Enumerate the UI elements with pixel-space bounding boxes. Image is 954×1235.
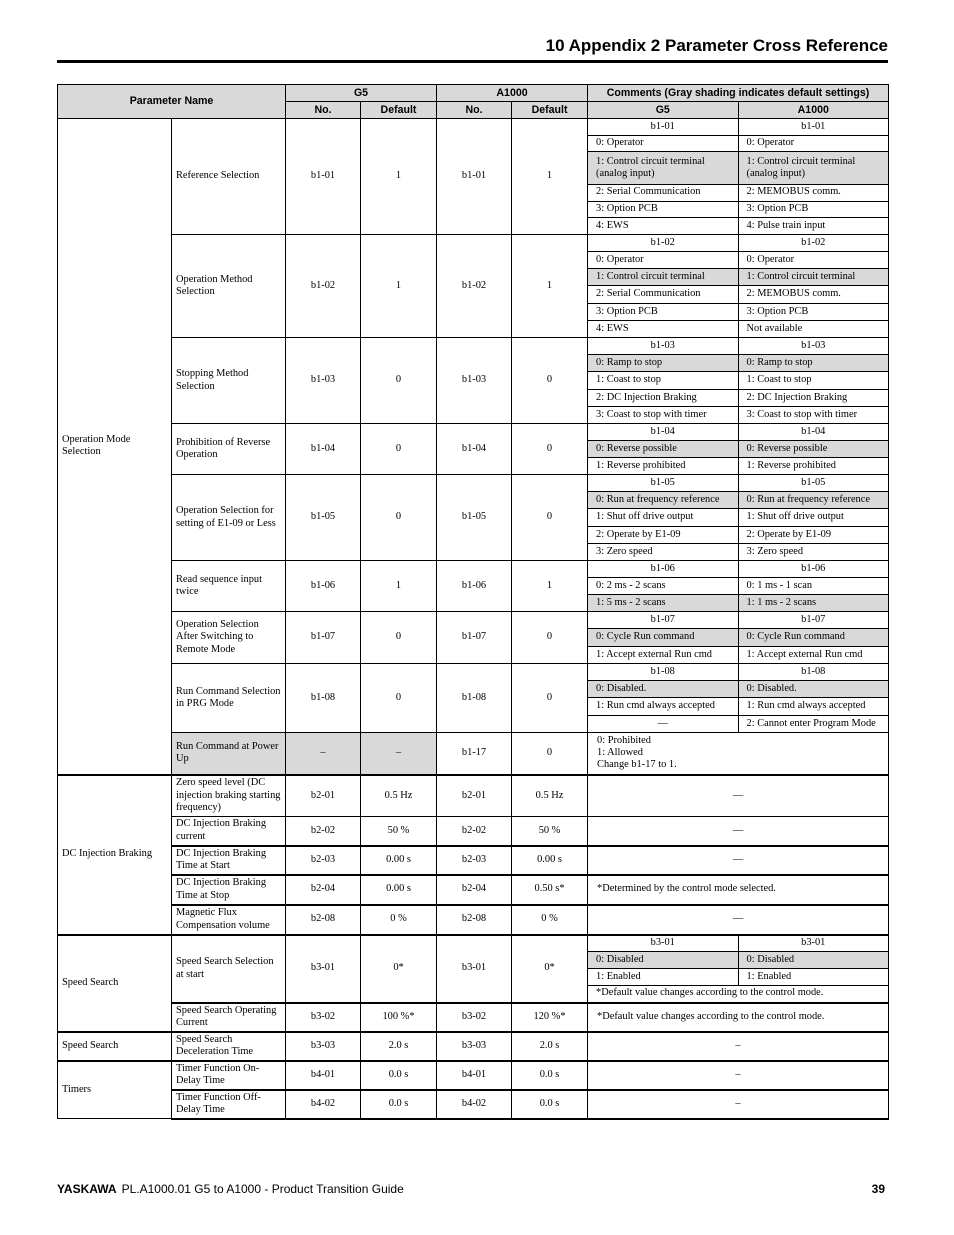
- option-row: [588, 646, 888, 663]
- g5-no: b1-05: [286, 475, 361, 561]
- options-subtable: [588, 338, 888, 423]
- comment-cell: *Default value changes according to the control mode.: [588, 1003, 889, 1032]
- param-name: Timer Function On-Delay Time: [172, 1061, 286, 1090]
- g5-option: 0: Reverse possible: [588, 440, 738, 457]
- a1000-param-ref: b1-06: [738, 561, 888, 577]
- param-name: DC Injection Braking Time at Start: [172, 846, 286, 875]
- options-ref-row: [588, 424, 888, 440]
- g5-default: 0.00 s: [361, 846, 437, 875]
- table-row: [58, 846, 889, 875]
- g5-option: 1: Reverse prohibited: [588, 458, 738, 474]
- a1000-no: b1-02: [437, 235, 512, 338]
- a1000-default: 0: [512, 338, 588, 424]
- g5-param-ref: b1-04: [588, 424, 738, 440]
- footer-brand: YASKAWA: [57, 1182, 117, 1196]
- options-cell: [588, 235, 889, 338]
- a1000-no: b2-03: [437, 846, 512, 875]
- option-note-row: [588, 985, 888, 1001]
- g5-default: –: [361, 733, 437, 775]
- a1000-param-ref: b1-04: [738, 424, 888, 440]
- g5-option: 4: EWS: [588, 218, 738, 234]
- param-name: Operation Selection for setting of E1-09 or Less: [172, 475, 286, 561]
- comment-cell: –: [588, 1032, 889, 1061]
- a1000-no: b1-01: [437, 119, 512, 235]
- option-row: [588, 406, 888, 423]
- option-row: [588, 543, 888, 560]
- a1000-no: b1-07: [437, 612, 512, 664]
- option-row: [588, 440, 888, 457]
- g5-no: b2-08: [286, 905, 361, 935]
- g5-no: b1-06: [286, 561, 361, 612]
- options-cell: [588, 561, 889, 612]
- param-name: Magnetic Flux Compensation volume: [172, 905, 286, 935]
- header-comments-a1000: A1000: [738, 102, 888, 118]
- a1000-no: b1-17: [437, 733, 512, 775]
- a1000-option: 1: Run cmd always accepted: [738, 698, 888, 715]
- option-row: [588, 184, 888, 201]
- g5-no: b2-02: [286, 817, 361, 846]
- g5-default: 0*: [361, 935, 437, 1003]
- options-subtable: [588, 561, 888, 611]
- a1000-no: b2-08: [437, 905, 512, 935]
- g5-default: 0.0 s: [361, 1061, 437, 1090]
- a1000-option: 0: Operator: [738, 135, 888, 152]
- table-row: [58, 561, 889, 612]
- g5-option: 1: Coast to stop: [588, 372, 738, 389]
- a1000-param-ref: b1-01: [738, 119, 888, 135]
- a1000-option: 4: Pulse train input: [738, 218, 888, 234]
- param-name: Zero speed level (DC injection braking starting frequency): [172, 775, 286, 817]
- options-subtable: [588, 119, 888, 234]
- comment-cell: –: [588, 1061, 889, 1090]
- option-row: [588, 526, 888, 543]
- table-row: [58, 817, 889, 846]
- g5-option: 2: Operate by E1-09: [588, 526, 738, 543]
- page-number: 39: [871, 1182, 885, 1196]
- param-name: Run Command Selection in PRG Mode: [172, 664, 286, 733]
- a1000-param-ref: b1-05: [738, 475, 888, 492]
- table-row: [58, 1032, 889, 1061]
- table-row: [58, 1090, 889, 1119]
- a1000-default: 0: [512, 475, 588, 561]
- a1000-no: b2-01: [437, 775, 512, 817]
- g5-option: 0: Disabled: [588, 952, 738, 969]
- g5-no: b3-03: [286, 1032, 361, 1061]
- options-cell: [588, 424, 889, 475]
- g5-option: 2: DC Injection Braking: [588, 389, 738, 406]
- g5-default: 0.5 Hz: [361, 775, 437, 817]
- option-row: [588, 577, 888, 594]
- option-row: [588, 152, 888, 184]
- header-g5-no: No.: [286, 102, 361, 119]
- a1000-default: 2.0 s: [512, 1032, 588, 1061]
- options-subtable: [588, 235, 888, 337]
- g5-option: 1: Control circuit terminal: [588, 269, 738, 286]
- g5-no: b2-04: [286, 875, 361, 905]
- footer-doc-title: PL.A1000.01 G5 to A1000 - Product Transition Guide: [121, 1182, 404, 1196]
- comment-cell: [588, 733, 889, 775]
- a1000-default: 0.0 s: [512, 1090, 588, 1119]
- g5-no: b1-02: [286, 235, 361, 338]
- g5-option: 1: Enabled: [588, 968, 738, 985]
- a1000-option: 0: 1 ms - 1 scan: [738, 577, 888, 594]
- g5-option: 3: Zero speed: [588, 543, 738, 560]
- g5-option: 0: Run at frequency reference: [588, 492, 738, 509]
- a1000-no: b1-08: [437, 664, 512, 733]
- footer: [57, 1182, 404, 1196]
- g5-default: 1: [361, 235, 437, 338]
- a1000-option: 0: Run at frequency reference: [738, 492, 888, 509]
- options-subtable: [588, 424, 888, 474]
- header-comments-g5: G5: [588, 102, 738, 118]
- table-row: [58, 775, 889, 817]
- g5-default: 100 %*: [361, 1003, 437, 1032]
- table-row: [58, 733, 889, 775]
- options-ref-row: [588, 119, 888, 135]
- table-row: [58, 119, 889, 235]
- a1000-default: 0.50 s*: [512, 875, 588, 905]
- g5-option: 0: 2 ms - 2 scans: [588, 577, 738, 594]
- a1000-param-ref: b1-02: [738, 235, 888, 252]
- a1000-option: 2: Cannot enter Program Mode: [738, 715, 888, 732]
- options-cell: [588, 475, 889, 561]
- option-row: [588, 492, 888, 509]
- g5-option: 4: EWS: [588, 320, 738, 337]
- a1000-default: 0: [512, 733, 588, 775]
- a1000-no: b1-06: [437, 561, 512, 612]
- g5-param-ref: b3-01: [588, 936, 738, 952]
- a1000-option: 0: Reverse possible: [738, 440, 888, 457]
- a1000-no: b3-02: [437, 1003, 512, 1032]
- options-cell: [588, 935, 889, 1003]
- options-subtable: [588, 612, 888, 663]
- g5-no: b4-01: [286, 1061, 361, 1090]
- g5-option: 2: Serial Communication: [588, 286, 738, 303]
- table-row: [58, 612, 889, 664]
- g5-option: 0: Operator: [588, 135, 738, 152]
- g5-option: 1: 5 ms - 2 scans: [588, 595, 738, 611]
- g5-no: –: [286, 733, 361, 775]
- g5-no: b1-08: [286, 664, 361, 733]
- options-cell: [588, 612, 889, 664]
- g5-default: 0 %: [361, 905, 437, 935]
- g5-default: 1: [361, 119, 437, 235]
- options-ref-row: [588, 475, 888, 492]
- g5-option: 0: Disabled.: [588, 681, 738, 698]
- param-name: Reference Selection: [172, 119, 286, 235]
- comment-cell: —: [588, 846, 889, 875]
- comment-line: 0: Prohibited: [597, 734, 651, 746]
- options-ref-row: [588, 936, 888, 952]
- g5-no: b4-02: [286, 1090, 361, 1119]
- param-name: Operation Method Selection: [172, 235, 286, 338]
- header-row-1: [58, 85, 889, 102]
- a1000-option: 1: Control circuit terminal: [738, 269, 888, 286]
- header-comments: Comments (Gray shading indicates default settings): [588, 85, 889, 102]
- a1000-option: 1: Reverse prohibited: [738, 458, 888, 474]
- g5-option: 0: Cycle Run command: [588, 629, 738, 646]
- a1000-no: b1-04: [437, 424, 512, 475]
- option-row: [588, 218, 888, 234]
- g5-option: 1: Run cmd always accepted: [588, 698, 738, 715]
- g5-no: b3-01: [286, 935, 361, 1003]
- a1000-no: b2-02: [437, 817, 512, 846]
- g5-no: b1-07: [286, 612, 361, 664]
- param-name: Speed Search Deceleration Time: [172, 1032, 286, 1061]
- g5-no: b1-03: [286, 338, 361, 424]
- a1000-option: 1: Shut off drive output: [738, 509, 888, 526]
- options-subtable: [588, 664, 888, 732]
- g5-default: 0: [361, 612, 437, 664]
- g5-param-ref: b1-05: [588, 475, 738, 492]
- param-name: DC Injection Braking Time at Stop: [172, 875, 286, 905]
- options-cell: [588, 664, 889, 733]
- options-ref-row: [588, 612, 888, 629]
- g5-default: 0: [361, 664, 437, 733]
- options-ref-row: [588, 338, 888, 355]
- g5-param-ref: b1-07: [588, 612, 738, 629]
- options-subtable: [588, 475, 888, 560]
- a1000-no: b4-01: [437, 1061, 512, 1090]
- g5-option: 1: Accept external Run cmd: [588, 646, 738, 663]
- g5-default: 0.00 s: [361, 875, 437, 905]
- a1000-default: 0: [512, 424, 588, 475]
- a1000-default: 1: [512, 235, 588, 338]
- a1000-option: 2: DC Injection Braking: [738, 389, 888, 406]
- option-note: *Default value changes according to the control mode.: [588, 985, 888, 1001]
- g5-option: 3: Coast to stop with timer: [588, 406, 738, 423]
- option-row: [588, 629, 888, 646]
- a1000-option: 2: MEMOBUS comm.: [738, 286, 888, 303]
- table-row: [58, 338, 889, 424]
- a1000-option: 3: Zero speed: [738, 543, 888, 560]
- g5-option: 1: Shut off drive output: [588, 509, 738, 526]
- g5-default: 0: [361, 475, 437, 561]
- header-g5: G5: [286, 85, 437, 102]
- g5-option: 3: Option PCB: [588, 303, 738, 320]
- a1000-default: 0 %: [512, 905, 588, 935]
- a1000-option: 3: Option PCB: [738, 303, 888, 320]
- g5-option: —: [588, 715, 738, 732]
- comment-cell: —: [588, 775, 889, 817]
- comment-line: Change b1-17 to 1.: [597, 759, 677, 771]
- parameter-cross-reference-table: [57, 84, 889, 1120]
- option-row: [588, 509, 888, 526]
- option-row: [588, 698, 888, 715]
- option-row: [588, 355, 888, 372]
- table-row: [58, 235, 889, 338]
- comment-cell: –: [588, 1090, 889, 1119]
- g5-param-ref: b1-01: [588, 119, 738, 135]
- table-row: [58, 1003, 889, 1032]
- group-label: Timers: [58, 1061, 172, 1119]
- option-row: [588, 269, 888, 286]
- a1000-option: 0: Disabled: [738, 952, 888, 969]
- option-row: [588, 458, 888, 474]
- a1000-option: 1: 1 ms - 2 scans: [738, 595, 888, 611]
- a1000-no: b1-03: [437, 338, 512, 424]
- options-ref-row: [588, 664, 888, 681]
- header-a1000: A1000: [437, 85, 588, 102]
- g5-option: 2: Serial Communication: [588, 184, 738, 201]
- g5-no: b2-01: [286, 775, 361, 817]
- a1000-default: 120 %*: [512, 1003, 588, 1032]
- g5-no: b1-01: [286, 119, 361, 235]
- group-label: Speed Search: [58, 935, 172, 1032]
- table-row: [58, 424, 889, 475]
- a1000-no: b1-05: [437, 475, 512, 561]
- param-name: DC Injection Braking current: [172, 817, 286, 846]
- g5-no: b2-03: [286, 846, 361, 875]
- option-row: [588, 968, 888, 985]
- a1000-option: 1: Accept external Run cmd: [738, 646, 888, 663]
- page-title: 10 Appendix 2 Parameter Cross Reference: [545, 36, 888, 55]
- option-row: [588, 715, 888, 732]
- header-parameter-name: Parameter Name: [58, 85, 286, 119]
- param-name: Run Command at Power Up: [172, 733, 286, 775]
- a1000-no: b2-04: [437, 875, 512, 905]
- options-ref-row: [588, 235, 888, 252]
- options-ref-row: [588, 561, 888, 577]
- a1000-param-ref: b1-03: [738, 338, 888, 355]
- option-row: [588, 252, 888, 269]
- table-row: [58, 905, 889, 935]
- g5-default: 50 %: [361, 817, 437, 846]
- header-a1000-no: No.: [437, 102, 512, 119]
- group-label: Speed Search: [58, 1032, 172, 1061]
- group-label: Operation Mode Selection: [58, 119, 172, 775]
- g5-option: 1: Control circuit terminal (analog input): [588, 152, 738, 184]
- option-row: [588, 372, 888, 389]
- a1000-default: 0: [512, 664, 588, 733]
- param-name: Speed Search Selection at start: [172, 935, 286, 1003]
- param-name: Prohibition of Reverse Operation: [172, 424, 286, 475]
- g5-param-ref: b1-02: [588, 235, 738, 252]
- a1000-option: 1: Coast to stop: [738, 372, 888, 389]
- title-rule: [57, 60, 888, 63]
- option-row: [588, 320, 888, 337]
- a1000-default: 0: [512, 612, 588, 664]
- g5-default: 0: [361, 424, 437, 475]
- a1000-param-ref: b3-01: [738, 936, 888, 952]
- a1000-option: 2: MEMOBUS comm.: [738, 184, 888, 201]
- param-name: Operation Selection After Switching to Remote Mode: [172, 612, 286, 664]
- param-name: Stopping Method Selection: [172, 338, 286, 424]
- a1000-default: 1: [512, 561, 588, 612]
- table-row: [58, 664, 889, 733]
- header-a1000-default: Default: [512, 102, 588, 119]
- a1000-option: 1: Enabled: [738, 968, 888, 985]
- option-row: [588, 595, 888, 611]
- a1000-option: 3: Option PCB: [738, 201, 888, 218]
- g5-default: 0: [361, 338, 437, 424]
- comment-cell: *Determined by the control mode selected.: [588, 875, 889, 905]
- option-row: [588, 681, 888, 698]
- a1000-no: b3-03: [437, 1032, 512, 1061]
- a1000-default: 0.00 s: [512, 846, 588, 875]
- g5-param-ref: b1-08: [588, 664, 738, 681]
- g5-default: 2.0 s: [361, 1032, 437, 1061]
- a1000-no: b3-01: [437, 935, 512, 1003]
- table-row: [58, 935, 889, 1003]
- a1000-option: 0: Operator: [738, 252, 888, 269]
- a1000-default: 0.0 s: [512, 1061, 588, 1090]
- option-row: [588, 201, 888, 218]
- g5-param-ref: b1-03: [588, 338, 738, 355]
- group-label: DC Injection Braking: [58, 775, 172, 935]
- a1000-default: 50 %: [512, 817, 588, 846]
- a1000-option: 3: Coast to stop with timer: [738, 406, 888, 423]
- table-row: [58, 1061, 889, 1090]
- comment-cell: —: [588, 817, 889, 846]
- a1000-default: 0*: [512, 935, 588, 1003]
- a1000-param-ref: b1-08: [738, 664, 888, 681]
- a1000-default: 0.5 Hz: [512, 775, 588, 817]
- options-cell: [588, 119, 889, 235]
- table-row: [58, 475, 889, 561]
- option-row: [588, 389, 888, 406]
- param-name: Timer Function Off-Delay Time: [172, 1090, 286, 1119]
- g5-param-ref: b1-06: [588, 561, 738, 577]
- option-row: [588, 303, 888, 320]
- a1000-option: 0: Cycle Run command: [738, 629, 888, 646]
- option-row: [588, 952, 888, 969]
- g5-option: 0: Operator: [588, 252, 738, 269]
- a1000-option: 0: Disabled.: [738, 681, 888, 698]
- a1000-option: 0: Ramp to stop: [738, 355, 888, 372]
- a1000-option: 1: Control circuit terminal (analog input): [738, 152, 888, 184]
- comment-cell: —: [588, 905, 889, 935]
- a1000-option: Not available: [738, 320, 888, 337]
- g5-option: 3: Option PCB: [588, 201, 738, 218]
- a1000-option: 2: Operate by E1-09: [738, 526, 888, 543]
- param-name: Read sequence input twice: [172, 561, 286, 612]
- a1000-no: b4-02: [437, 1090, 512, 1119]
- option-row: [588, 135, 888, 152]
- options-subtable: [588, 936, 888, 1002]
- a1000-param-ref: b1-07: [738, 612, 888, 629]
- g5-default: 1: [361, 561, 437, 612]
- header-g5-default: Default: [361, 102, 437, 119]
- g5-no: b3-02: [286, 1003, 361, 1032]
- table-row: [58, 875, 889, 905]
- g5-no: b1-04: [286, 424, 361, 475]
- options-cell: [588, 338, 889, 424]
- g5-option: 0: Ramp to stop: [588, 355, 738, 372]
- a1000-default: 1: [512, 119, 588, 235]
- param-name: Speed Search Operating Current: [172, 1003, 286, 1032]
- option-row: [588, 286, 888, 303]
- g5-default: 0.0 s: [361, 1090, 437, 1119]
- header-comments-split: [588, 102, 889, 119]
- comment-line: 1: Allowed: [597, 747, 643, 759]
